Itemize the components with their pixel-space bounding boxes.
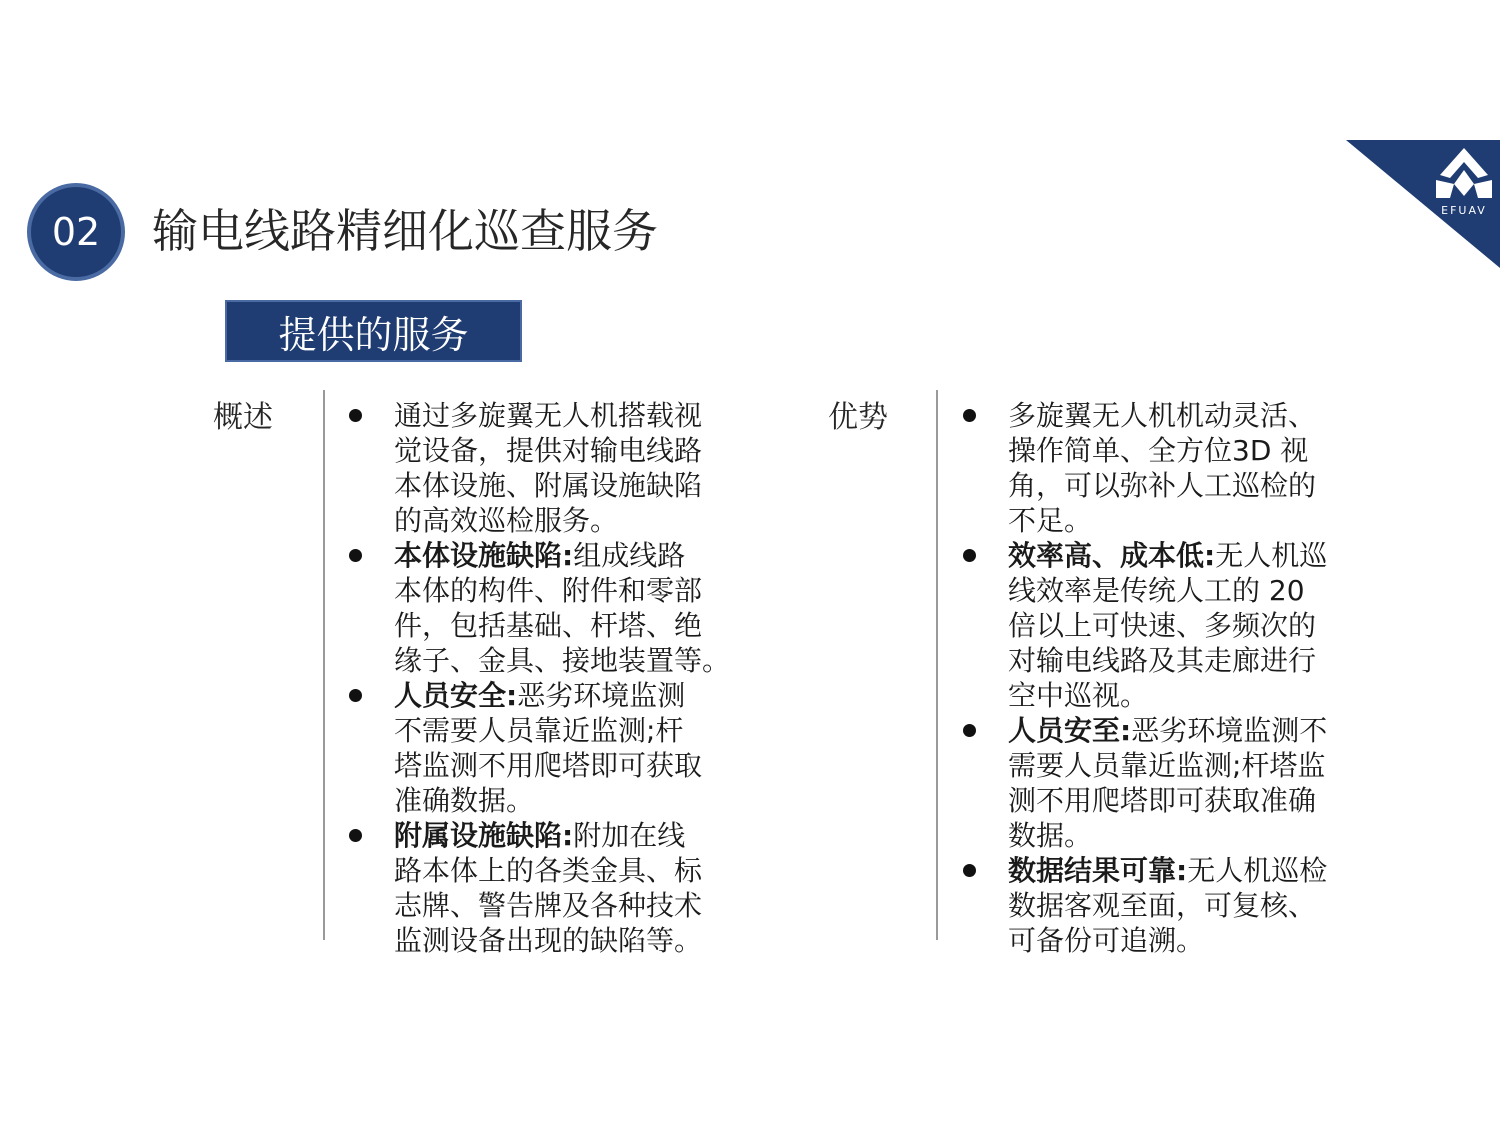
bullet-icon <box>349 549 362 562</box>
list-item <box>349 538 730 678</box>
list-item <box>349 678 730 818</box>
page-title: 输电线路精细化巡查服务 <box>152 204 658 258</box>
line: 需要人员靠近监测;杆塔监 <box>1008 749 1326 782</box>
list-item <box>963 398 1327 538</box>
advantages-divider <box>936 390 938 940</box>
item-bold-title: 人员安至: <box>1008 714 1132 747</box>
line <box>1008 538 1327 573</box>
item-bold-title: 附属设施缺陷: <box>394 819 574 852</box>
line-text: 无人机巡 <box>1215 539 1328 572</box>
line <box>394 678 730 713</box>
line: 多旋翼无人机机动灵活、 <box>1008 399 1317 432</box>
list-item <box>349 818 730 958</box>
line: 志牌、警告牌及各种技术 <box>394 889 703 922</box>
section-number: 02 <box>51 210 101 254</box>
line: 数据客观至面，可复核、 <box>1008 889 1317 922</box>
item-bold-title: 数据结果可靠: <box>1008 854 1188 887</box>
bullet-icon <box>963 549 976 562</box>
line: 测不用爬塔即可获取准确 <box>1008 784 1317 817</box>
services-tag-label: 提供的服务 <box>278 312 469 357</box>
line-text: 无人机巡检 <box>1187 854 1328 887</box>
line: 缘子、金具、接地装置等。 <box>394 644 731 677</box>
line: 不需要人员靠近监测;杆 <box>394 714 684 747</box>
line: 件，包括基础、杆塔、绝 <box>394 609 703 642</box>
list-item <box>963 538 1327 713</box>
line: 塔监测不用爬塔即可获取 <box>394 749 703 782</box>
overview-label: 概述 <box>213 400 273 435</box>
line-text: 恶劣环境监测 <box>517 679 686 712</box>
advantages-list <box>963 398 1327 958</box>
efuav-logo-icon <box>1346 140 1500 268</box>
line <box>394 538 730 573</box>
line: 通过多旋翼无人机搭载视 <box>394 399 703 432</box>
line: 路本体上的各类金具、标 <box>394 854 703 887</box>
bullet-icon <box>963 864 976 877</box>
line-text: 组成线路 <box>573 539 686 572</box>
line: 倍以上可快速、多频次的 <box>1008 609 1317 642</box>
bullet-icon <box>349 689 362 702</box>
line: 对输电线路及其走廊进行 <box>1008 644 1317 677</box>
list-item <box>963 713 1327 853</box>
line: 可备份可追溯。 <box>1008 924 1205 957</box>
line: 操作简单、全方位3D 视 <box>1008 434 1309 467</box>
overview-list <box>349 398 730 958</box>
line: 空中巡视。 <box>1008 679 1149 712</box>
line: 准确数据。 <box>394 784 535 817</box>
line <box>1008 713 1327 748</box>
list-item <box>963 853 1327 958</box>
line: 觉设备，提供对输电线路 <box>394 434 703 467</box>
item-bold-title: 本体设施缺陷: <box>394 539 574 572</box>
overview-divider <box>323 390 325 940</box>
bullet-icon <box>349 829 362 842</box>
item-bold-title: 效率高、成本低: <box>1008 539 1216 572</box>
line: 本体的构件、附件和零部 <box>394 574 703 607</box>
line: 角，可以弥补人工巡检的 <box>1008 469 1317 502</box>
item-bold-title: 人员安全: <box>394 679 518 712</box>
bullet-icon <box>349 409 362 422</box>
line-text: 附加在线 <box>573 819 686 852</box>
line <box>1008 853 1327 888</box>
efuav-logo <box>1346 140 1500 268</box>
line: 数据。 <box>1008 819 1093 852</box>
logo-text: EFUAV <box>1441 204 1487 217</box>
line: 监测设备出现的缺陷等。 <box>394 924 703 957</box>
line: 线效率是传统人工的 20 <box>1008 574 1305 607</box>
line: 不足。 <box>1008 504 1093 537</box>
bullet-icon <box>963 409 976 422</box>
line-text: 恶劣环境监测不 <box>1131 714 1328 747</box>
list-item <box>349 398 730 538</box>
advantages-label: 优势 <box>828 400 888 435</box>
bullet-icon <box>963 724 976 737</box>
section-number-badge <box>27 183 125 281</box>
line: 的高效巡检服务。 <box>394 504 619 537</box>
line <box>394 818 730 853</box>
line: 本体设施、附属设施缺陷 <box>394 469 703 502</box>
services-tag <box>225 300 522 362</box>
